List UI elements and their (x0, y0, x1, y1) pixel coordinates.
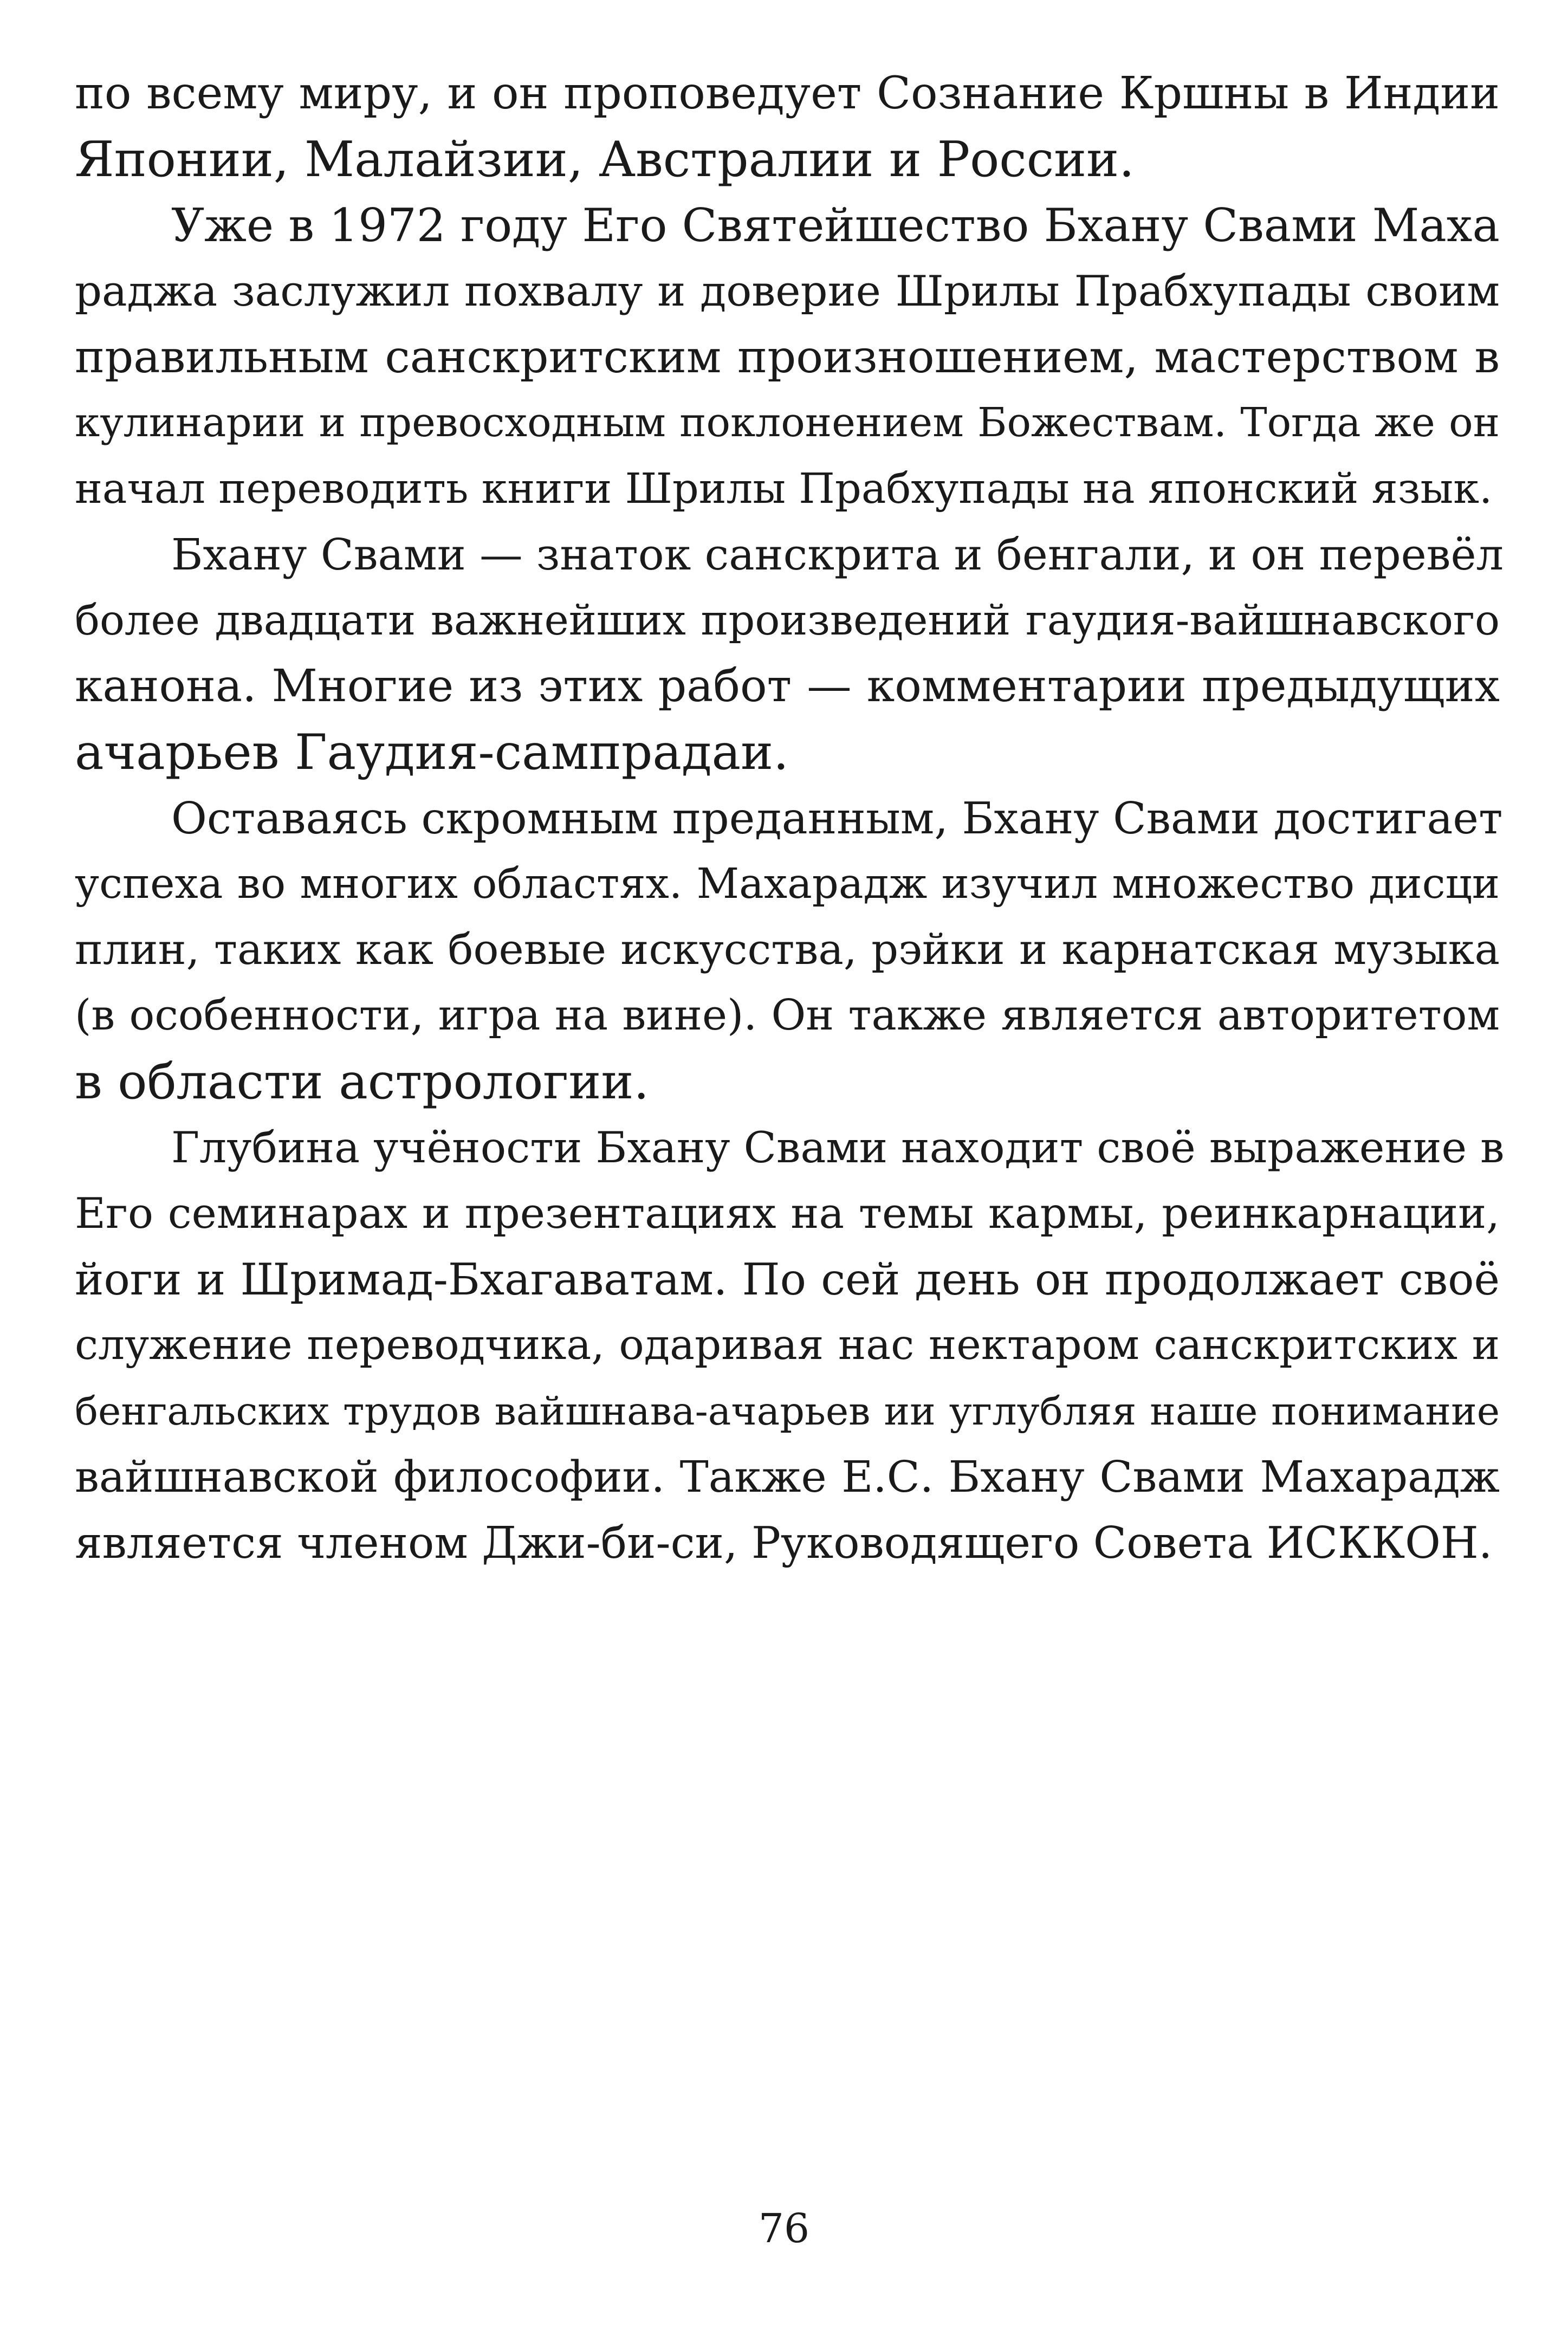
text-line: раджа заслужил похвалу и доверие Шрилы Прабхупады своим (75, 266, 1500, 316)
text-line: вайшнавской философии. Также Е.С. Бхану Свами Махарадж (75, 1452, 1500, 1503)
text-line: служение переводчика, одаривая нас нектаром санскритских и (75, 1321, 1500, 1370)
page-number: 76 (758, 2205, 810, 2252)
text-line: является членом Джи-би-си, Руководящего Совета ИСККОН. (75, 1518, 1493, 1569)
text-line: кулинарии и превосходным поклонением Божествам. Тогда же он (75, 399, 1500, 446)
text-line: йоги и Шримад-Бхагаватам. По сей день он продолжает своё (75, 1253, 1500, 1305)
text-line: плин, таких как боевые искусства, рэйки и карнатская музыка (75, 925, 1500, 974)
text-line: более двадцати важнейших произведений гаудия-вайшнавского (75, 596, 1500, 645)
text-line: Бхану Свами — знаток санскрита и бенгали, и он перевёл (171, 529, 1504, 580)
text-line: Оставаясь скромным преданным, Бхану Свами достигает (171, 792, 1503, 844)
text-line: успеха во многих областях. Махарадж изучил множество дисци (75, 860, 1500, 909)
text-line: бенгальских трудов вайшнава-ачарьев ии углубляя наше понимание (75, 1388, 1500, 1434)
text-line: Его семинарах и презентациях на темы кармы, реинкарнации, (75, 1189, 1500, 1239)
text-line: в области астрологии. (75, 1053, 650, 1110)
text-line: канона. Многие из этих работ — комментарии предыдущих (75, 661, 1500, 713)
text-line: правильным санскритским произношением, мастерством в (75, 331, 1500, 384)
text-line: Уже в 1972 году Его Святейшество Бхану Свами Маха (171, 198, 1500, 253)
text-line: (в особенности, игра на вине). Он также является авторитетом (75, 991, 1500, 1040)
body-text (75, 61, 1505, 1576)
text-line: ачарьев Гаудия-сампрадаи. (75, 723, 789, 781)
text-line: Глубина учёности Бхану Свами находит своё выражение в (171, 1122, 1505, 1173)
text-line: начал переводить книги Шрилы Прабхупады на японский язык. (75, 464, 1493, 513)
text-line: Японии, Малайзии, Австралии и России. (75, 131, 1135, 188)
text-line: по всему миру, и он проповедует Сознание Кршны в Индии (75, 68, 1500, 119)
